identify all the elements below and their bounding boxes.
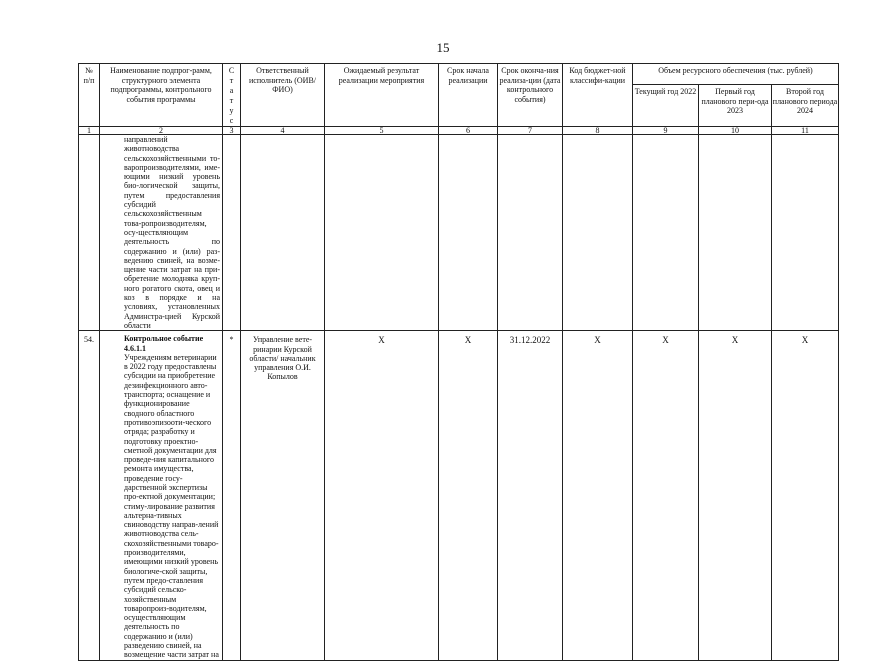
header-executor: Ответственный исполнитель (ОИВ/ФИО) bbox=[241, 64, 325, 127]
row-executor: Управление вете-ринарии Курской области/ начальник управления О.И. Копылов bbox=[241, 331, 325, 660]
column-number-row bbox=[79, 127, 839, 135]
program-table bbox=[78, 63, 839, 661]
row-description bbox=[100, 331, 223, 660]
row-title: Контрольное событие 4.6.1.1 bbox=[124, 334, 204, 353]
row-result bbox=[325, 135, 439, 331]
row-end: 31.12.2022 bbox=[498, 331, 563, 660]
row-text: Учреждениям ветеринарии в 2022 году предоставлены субсидии на приобретение дезинфекционного авто-транспорта; оснащение и функционирование сводного областного противоэпизооти-ческого отряда; разработку и подготовку проектно-сметной документации для проведе-ния капитального ремонта имущества, проведение госу-дарственной экспертизы про-ектной документации; стиму-лирование развития альтерна-тивных свиноводству направ-лений животноводства сель-скохозяйственными товаро-производителями, имеющими низкий уровень биологиче-ской защиты, путем предо-ставления субсидий сельско-хозяйственным товаропроиз-водителям, осуществляющим деятельность по содержанию и (или) разведению свиней, на возмещение части затрат на bbox=[124, 352, 219, 660]
header-year-2023: Первый год планового пери-ода 2023 bbox=[699, 85, 772, 127]
header-name: Наименование подпрог-рамм, структурного элемента подпрограммы, контрольного события программы bbox=[100, 64, 223, 127]
header-start: Срок начала реализации bbox=[439, 64, 498, 127]
row-start bbox=[439, 135, 498, 331]
row-2023: Х bbox=[699, 331, 772, 660]
column-number: 1 bbox=[79, 127, 100, 135]
row-status bbox=[223, 135, 241, 331]
column-number: 6 bbox=[439, 127, 498, 135]
row-2022: Х bbox=[633, 331, 699, 660]
header-year-2022: Текущий год 2022 bbox=[633, 85, 699, 127]
column-number: 11 bbox=[772, 127, 839, 135]
status-letter: а bbox=[229, 86, 234, 95]
header-kbk: Код бюджет-ной классифи-кации bbox=[563, 64, 633, 127]
page-number: 15 bbox=[436, 40, 450, 55]
column-number: 7 bbox=[498, 127, 563, 135]
row-2022 bbox=[633, 135, 699, 331]
row-number: 54. bbox=[79, 331, 100, 660]
header-year-2024: Второй год планового периода 2024 bbox=[772, 85, 839, 127]
status-letter: т bbox=[229, 96, 234, 105]
row-result: Х bbox=[325, 331, 439, 660]
header-resources: Объем ресурсного обеспечения (тыс. рублей) bbox=[633, 64, 839, 85]
row-number bbox=[79, 135, 100, 331]
status-letter: т bbox=[229, 76, 234, 85]
header-num: № п/п bbox=[79, 64, 100, 127]
column-number: 4 bbox=[241, 127, 325, 135]
table-row bbox=[79, 331, 839, 660]
column-number: 10 bbox=[699, 127, 772, 135]
column-number: 9 bbox=[633, 127, 699, 135]
column-number: 8 bbox=[563, 127, 633, 135]
row-description bbox=[100, 135, 223, 331]
row-start: Х bbox=[439, 331, 498, 660]
row-kbk bbox=[563, 135, 633, 331]
header-status bbox=[223, 64, 241, 127]
row-2024: Х bbox=[772, 331, 839, 660]
column-number: 5 bbox=[325, 127, 439, 135]
row-status: * bbox=[223, 331, 241, 660]
status-letter: у bbox=[229, 106, 234, 115]
header-row-top bbox=[79, 64, 839, 85]
header-end: Срок оконча-ния реализа-ции (дата контрольного события) bbox=[498, 64, 563, 127]
row-2024 bbox=[772, 135, 839, 331]
header-result: Ожидаемый результат реализации мероприятия bbox=[325, 64, 439, 127]
row-2023 bbox=[699, 135, 772, 331]
row-executor bbox=[241, 135, 325, 331]
status-letter: С bbox=[228, 66, 235, 75]
column-number: 2 bbox=[100, 127, 223, 135]
row-kbk: Х bbox=[563, 331, 633, 660]
row-end bbox=[498, 135, 563, 331]
table-row bbox=[79, 135, 839, 331]
row-text: направлений животноводства сельскохозяйственными то-варопроизводителями, име-ющими низкий уровень био-логической защиты, путем предоставления субсидий сельскохозяйственным това-ропроизводителям, осу-ществляющим деятельность по содержанию и (или) раз-ведению свиней, на возме-щение части затрат на при-обретение молодняка круп-ного рогатого скота, овец и коз в порядке и на условиях, установленных Админстра-цией Курской области bbox=[124, 135, 220, 330]
status-letter: с bbox=[229, 116, 234, 125]
column-number: 3 bbox=[223, 127, 241, 135]
